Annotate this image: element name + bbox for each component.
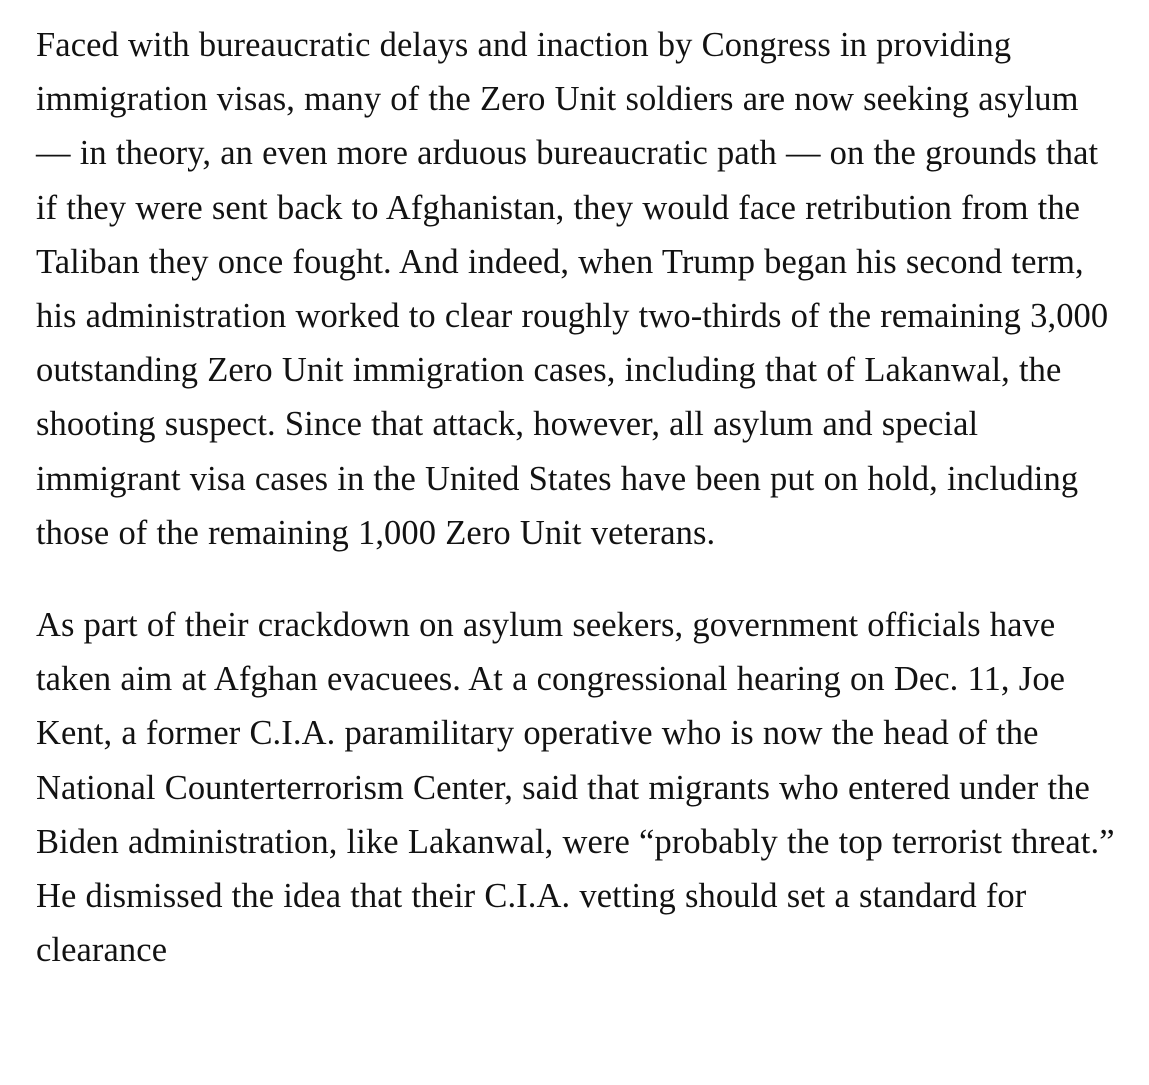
article-paragraph-1: Faced with bureaucratic delays and inaction by Congress in providing immigration visas, many of the Zero Unit soldiers are now seeking asylum — in theory, an even more arduous bureaucratic path — on the grounds that if they were sent back to Afghanistan, they would face retribution from the Taliban they once fought. And indeed, when Trump began his second term, his administration worked to clear roughly two-thirds of the remaining 3,000 outstanding Zero Unit immigration cases, including that of Lakanwal, the shooting suspect. Since that attack, however, all asylum and special immigrant visa cases in the United States have been put on hold, including those of the remaining 1,000 Zero Unit veterans. [36,26,1109,552]
article-paragraph-2: As part of their crackdown on asylum seekers, government officials have taken aim at Afghan evacuees. At a congressional hearing on Dec. 11, Joe Kent, a former C.I.A. paramilitary operative who is now the head of the National Counterterrorism Center, said that migrants who entered under the Biden administration, like Lakanwal, were “probably the top terrorist threat.” He dismissed the idea that their C.I.A. vetting should set a standard for clearance [36,606,1115,970]
